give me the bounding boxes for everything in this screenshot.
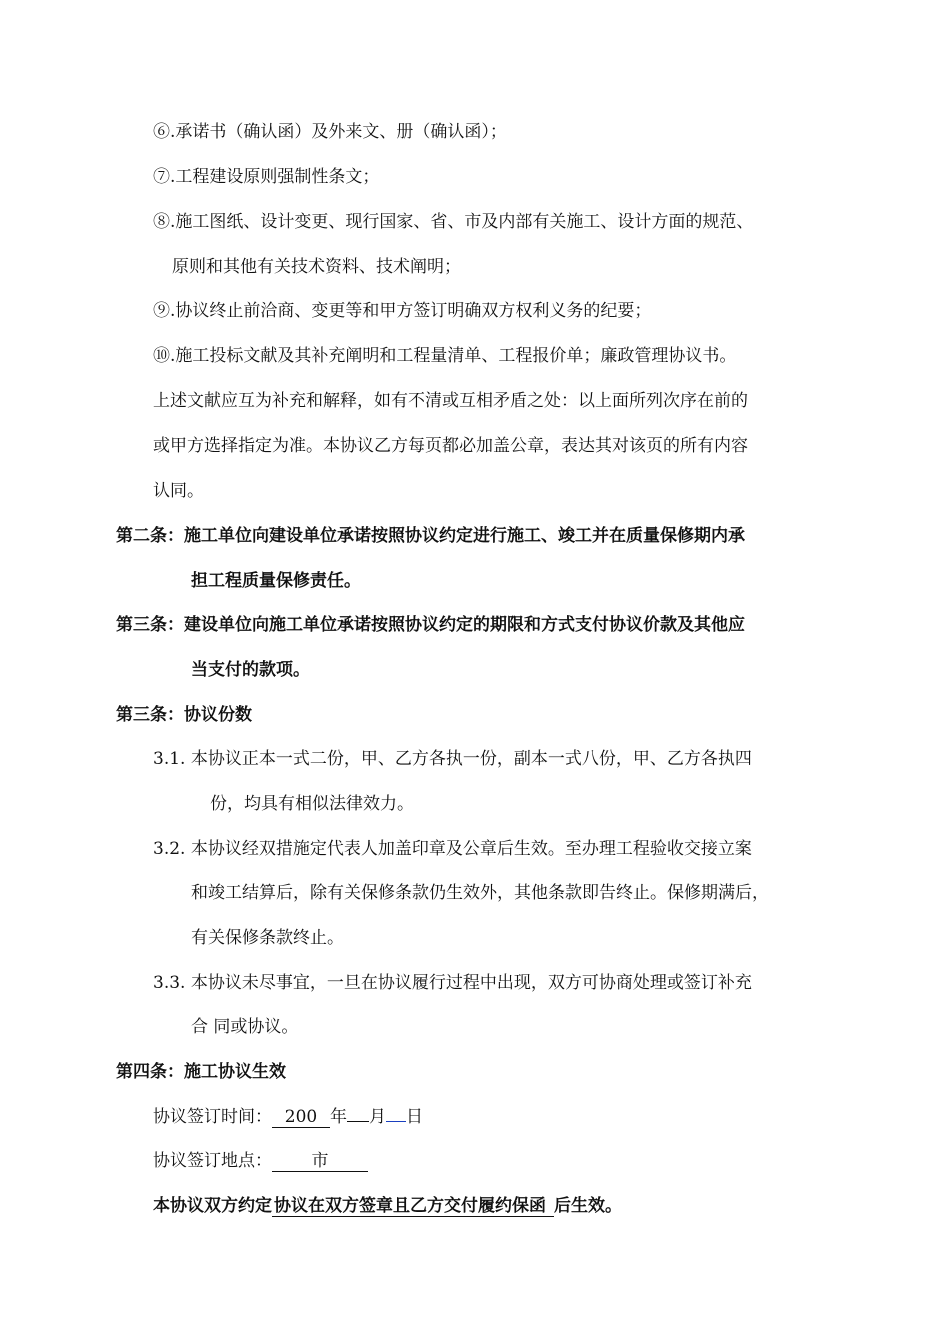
clause-3-2-line3: 有关保修条款终止。: [191, 928, 344, 948]
sign-place-label: 协议签订地点：: [153, 1151, 272, 1171]
list-item-6: ⑥.承诺书（确认函）及外来文、册（确认函）；: [153, 122, 507, 142]
precedence-note-line3: 认同。: [153, 481, 204, 501]
sign-place-city-field[interactable]: 市: [272, 1151, 368, 1172]
clause-3-3-line2: 合 同或协议。: [191, 1017, 299, 1037]
sign-time-month-field[interactable]: [347, 1121, 369, 1122]
clause-3-1-line2: 份，均具有相似法律效力。: [210, 794, 414, 814]
sign-time-day-unit: 日: [406, 1107, 423, 1127]
sign-time-year-unit: 年: [330, 1107, 347, 1127]
agreement-suffix: 后生效。: [554, 1196, 622, 1216]
precedence-note-line1: 上述文献应互为补充和解释，如有不清或互相矛盾之处：以上面所列次序在前的: [153, 391, 748, 411]
sign-time-day-field[interactable]: [386, 1121, 406, 1122]
list-item-9: ⑨.协议终止前洽商、变更等和甲方签订明确双方权利义务的纪要；: [153, 301, 652, 321]
sign-time-label: 协议签订时间：: [153, 1107, 272, 1127]
sign-time-row: [153, 1106, 423, 1128]
effective-agreement-row: [153, 1195, 622, 1217]
article-3-payment-line2: 当支付的款项。: [191, 660, 310, 680]
clause-3-1-line1: 3.1. 本协议正本一式二份，甲、乙方各执一份，副本一式八份，甲、乙方各执四: [153, 749, 752, 769]
sign-time-month-unit: 月: [369, 1107, 386, 1127]
article-3-copies-heading: 第三条：协议份数: [116, 705, 252, 725]
clause-3-2-line2: 和竣工结算后，除有关保修条款仍生效外，其他条款即告终止。保修期满后，: [191, 883, 769, 903]
precedence-note-line2: 或甲方选择指定为准。本协议乙方每页都必加盖公章，表达其对该页的所有内容: [153, 436, 748, 456]
agreement-condition-field[interactable]: 协议在双方签章且乙方交付履约保函: [272, 1196, 554, 1217]
clause-3-3-line1: 3.3. 本协议未尽事宜，一旦在协议履行过程中出现，双方可协商处理或签订补充: [153, 973, 752, 993]
list-item-10: ⑩.施工投标文献及其补充阐明和工程量清单、工程报价单；廉政管理协议书。: [153, 346, 737, 366]
list-item-8-line2: 原则和其他有关技术资料、技术阐明；: [172, 257, 461, 277]
article-2-line2: 担工程质量保修责任。: [191, 571, 361, 591]
article-3-payment-line1: 第三条：建设单位向施工单位承诺按照协议约定的期限和方式支付协议价款及其他应: [116, 615, 745, 635]
list-item-8-line1: ⑧.施工图纸、设计变更、现行国家、省、市及内部有关施工、设计方面的规范、: [153, 212, 754, 232]
article-2-line1: 第二条：施工单位向建设单位承诺按照协议约定进行施工、竣工并在质量保修期内承: [116, 526, 745, 546]
sign-time-year-field[interactable]: 200: [272, 1107, 330, 1128]
sign-place-row: [153, 1150, 368, 1172]
clause-3-2-line1: 3.2. 本协议经双措施定代表人加盖印章及公章后生效。至办理工程验收交接立案: [153, 839, 752, 859]
list-item-7: ⑦.工程建设原则强制性条文；: [153, 167, 380, 187]
agreement-prefix: 本协议双方约定: [153, 1196, 272, 1216]
article-4-heading: 第四条：施工协议生效: [116, 1062, 286, 1082]
